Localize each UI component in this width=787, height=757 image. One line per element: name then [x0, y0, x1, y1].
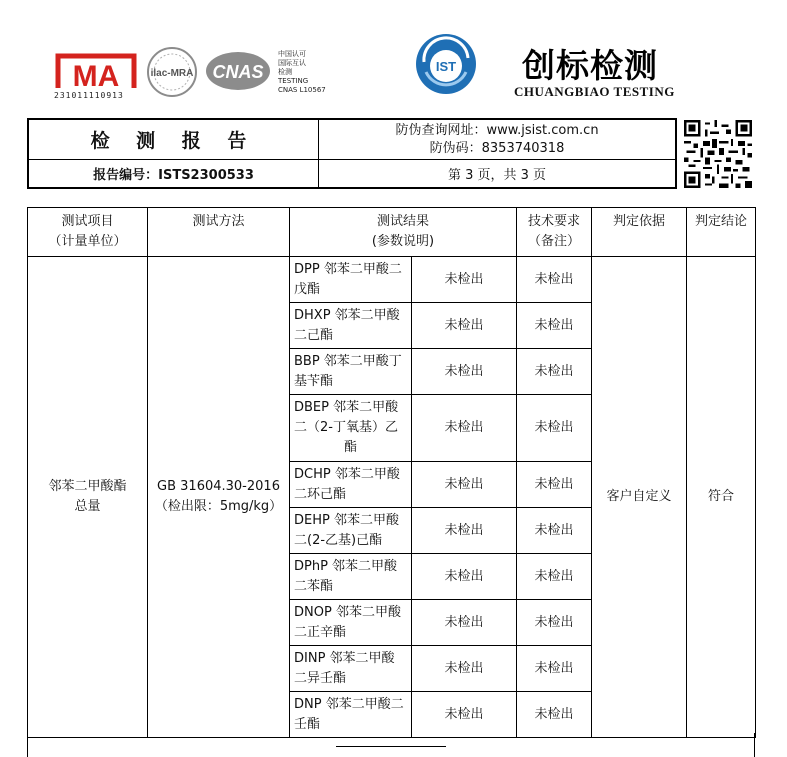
- cnas-caption: 中国认可 国际互认 检测 TESTING CNAS L10567: [278, 50, 326, 94]
- table-row: [28, 257, 756, 303]
- requirement-cell: 未检出: [517, 692, 592, 738]
- qr-code-icon: [684, 120, 752, 188]
- requirement-cell: 未检出: [517, 554, 592, 600]
- result-cell: 未检出: [412, 508, 517, 554]
- param-cell: DPhP 邻苯二甲酸 二苯酯: [290, 554, 412, 600]
- cma-text: MA: [72, 60, 120, 93]
- test-method-cell: GB 31604.30-2016 （检出限：5mg/kg）: [148, 257, 290, 738]
- result-cell: 未检出: [412, 395, 517, 462]
- header-test-result: 测试结果 (参数说明): [290, 208, 517, 257]
- report-header: [27, 118, 677, 189]
- param-cell: DINP 邻苯二甲酸 二异壬酯: [290, 646, 412, 692]
- header-conclusion: 判定结论: [687, 208, 756, 257]
- result-cell: 未检出: [412, 646, 517, 692]
- test-results-table: [27, 207, 756, 738]
- requirement-cell: 未检出: [517, 462, 592, 508]
- cnas-logo: [204, 50, 272, 92]
- header-test-item: 测试项目 （计量单位）: [28, 208, 148, 257]
- param-cell: DCHP 邻苯二甲酸 二环己酯: [290, 462, 412, 508]
- result-cell: 未检出: [412, 303, 517, 349]
- header-test-method: 测试方法: [148, 208, 290, 257]
- result-cell: 未检出: [412, 600, 517, 646]
- conclusion-cell: 符合: [687, 257, 756, 738]
- report-title: 检 测 报 告: [29, 120, 319, 160]
- basis-cell: 客户自定义: [592, 257, 687, 738]
- result-cell: 未检出: [412, 462, 517, 508]
- test-item-cell: 邻苯二甲酸酯 总量: [28, 257, 148, 738]
- table-header-row: [28, 208, 756, 257]
- requirement-cell: 未检出: [517, 600, 592, 646]
- company-name-en: CHUANGBIAO TESTING: [514, 84, 675, 99]
- result-cell: 未检出: [412, 349, 517, 395]
- ist-logo: [414, 32, 478, 96]
- param-cell: DEHP 邻苯二甲酸 二(2-乙基)己酯: [290, 508, 412, 554]
- param-cell: BBP 邻苯二甲酸丁 基苄酯: [290, 349, 412, 395]
- table-footer-area: [27, 733, 755, 757]
- param-cell: DPP 邻苯二甲酸二 戊酯: [290, 257, 412, 303]
- report-number: 报告编号：ISTS2300533: [29, 160, 319, 187]
- requirement-cell: 未检出: [517, 395, 592, 462]
- end-separator: [336, 746, 446, 747]
- page-indicator: 第 3 页，共 3 页: [447, 168, 547, 183]
- requirement-cell: 未检出: [517, 349, 592, 395]
- param-cell: DBEP 邻苯二甲酸 二（2-丁氧基）乙 酯: [290, 395, 412, 462]
- requirement-cell: 未检出: [517, 646, 592, 692]
- anti-fake-code: 防伪码：8353740318: [429, 141, 565, 156]
- param-cell: DNOP 邻苯二甲酸 二正辛酯: [290, 600, 412, 646]
- result-cell: 未检出: [412, 692, 517, 738]
- result-cell: 未检出: [412, 257, 517, 303]
- requirement-cell: 未检出: [517, 257, 592, 303]
- ist-text: IST: [435, 59, 457, 74]
- header-requirement: 技术要求 （备注）: [517, 208, 592, 257]
- header-basis: 判定依据: [592, 208, 687, 257]
- ilac-mra-logo: [146, 46, 198, 98]
- param-cell: DHXP 邻苯二甲酸 二己酯: [290, 303, 412, 349]
- anti-fake-info: [319, 120, 675, 160]
- requirement-cell: 未检出: [517, 508, 592, 554]
- result-cell: 未检出: [412, 554, 517, 600]
- query-url: 防伪查询网址：www.jsist.com.cn: [395, 123, 599, 138]
- requirement-cell: 未检出: [517, 303, 592, 349]
- company-name-cn: 创标检测: [522, 46, 658, 85]
- cma-number: 231011110913: [54, 91, 124, 100]
- cnas-text: CNAS: [212, 62, 264, 82]
- ilac-text: ilac-MRA: [150, 68, 194, 79]
- param-cell: DNP 邻苯二甲酸二 壬酯: [290, 692, 412, 738]
